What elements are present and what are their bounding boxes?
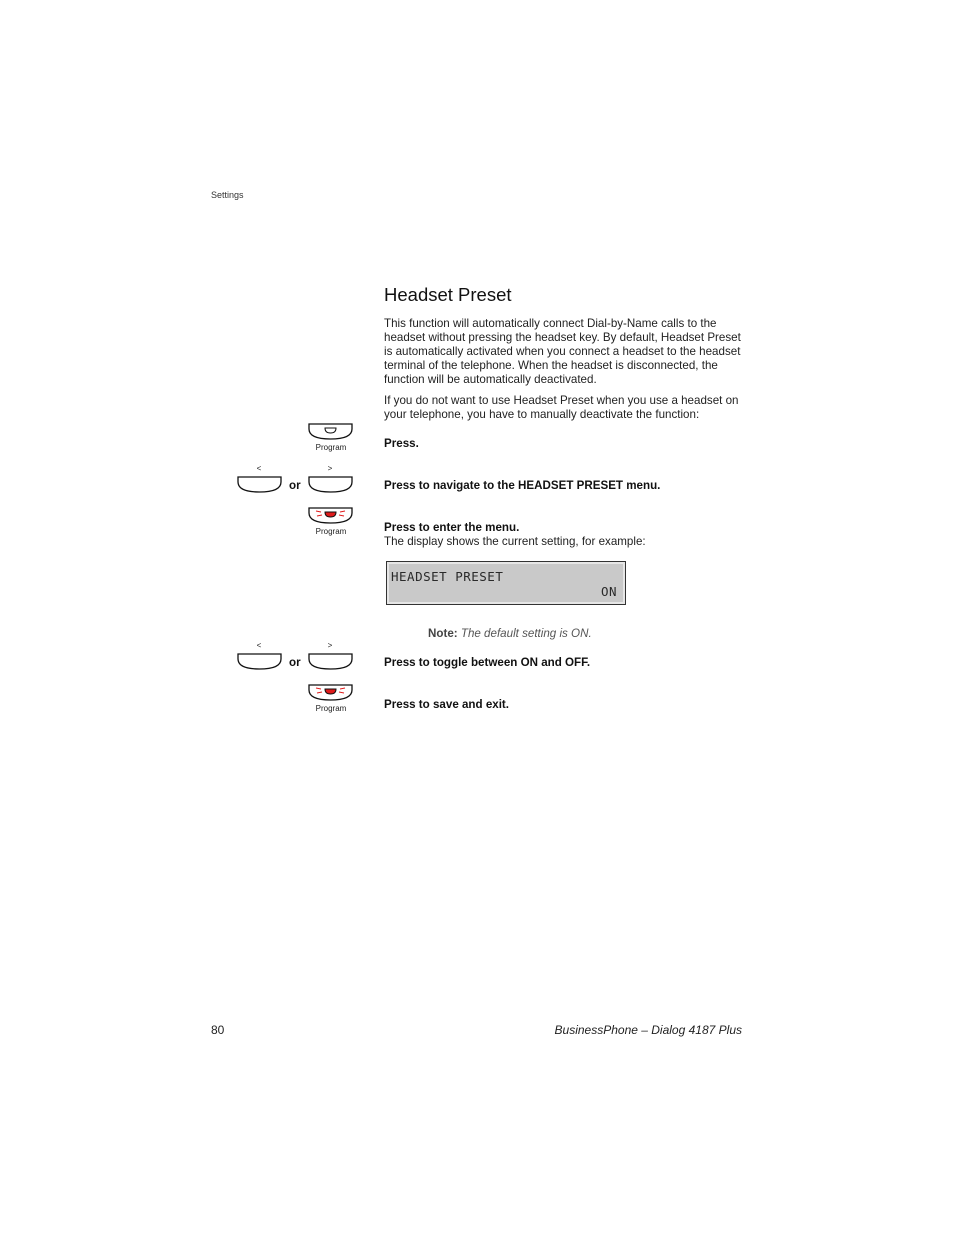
right-arrow-key-icon — [308, 476, 354, 494]
note-text: The default setting is ON. — [460, 627, 592, 640]
program-key-label-3: Program — [315, 704, 347, 713]
program-key-icon — [308, 423, 354, 441]
step-toggle: Press to toggle between ON and OFF. — [384, 656, 591, 669]
or-label: or — [289, 479, 301, 492]
step-save-exit: Press to save and exit. — [384, 698, 510, 711]
left-arrow-label: < — [256, 464, 262, 473]
right-arrow-label-2: > — [327, 641, 333, 650]
step-navigate: Press to navigate to the HEADSET PRESET menu. — [384, 479, 661, 492]
display-line-2: ON — [600, 584, 617, 599]
page-title: Headset Preset — [384, 284, 512, 305]
left-arrow-label-2: < — [256, 641, 262, 650]
intro-paragraph-1: This function will automatically connect Dial-by-Name calls to the headset without pressing the headset key. By default, Headset Preset is automatically activated when you connect a headset to the headset terminal of the telephone. When the headset is disconnected, the function will be automatically deactivated. — [384, 317, 741, 386]
program-key-label-2: Program — [315, 527, 347, 536]
page-number: 80 — [211, 1023, 225, 1037]
note — [428, 627, 592, 640]
program-key-lit-icon — [308, 507, 354, 525]
program-key-lit-icon-2 — [308, 684, 354, 702]
or-label-2: or — [289, 656, 301, 669]
section-label: Settings — [211, 190, 244, 200]
step-enter-menu-sub: The display shows the current setting, for example: — [384, 535, 646, 548]
left-arrow-key-icon-2 — [237, 653, 283, 671]
display-screen — [386, 561, 626, 605]
step-press: Press. — [384, 437, 419, 450]
right-arrow-label: > — [327, 464, 333, 473]
program-key-label: Program — [315, 443, 347, 452]
step-enter-menu: Press to enter the menu. — [384, 521, 520, 534]
left-arrow-key-icon — [237, 476, 283, 494]
display-line-1: HEADSET PRESET — [391, 569, 504, 584]
intro-paragraph-2: If you do not want to use Headset Preset when you use a headset on your telephone, you have to manually deactivate the function: — [384, 394, 739, 421]
right-arrow-key-icon-2 — [308, 653, 354, 671]
document-title: BusinessPhone – Dialog 4187 Plus — [554, 1023, 742, 1037]
note-label: Note: — [428, 627, 458, 640]
